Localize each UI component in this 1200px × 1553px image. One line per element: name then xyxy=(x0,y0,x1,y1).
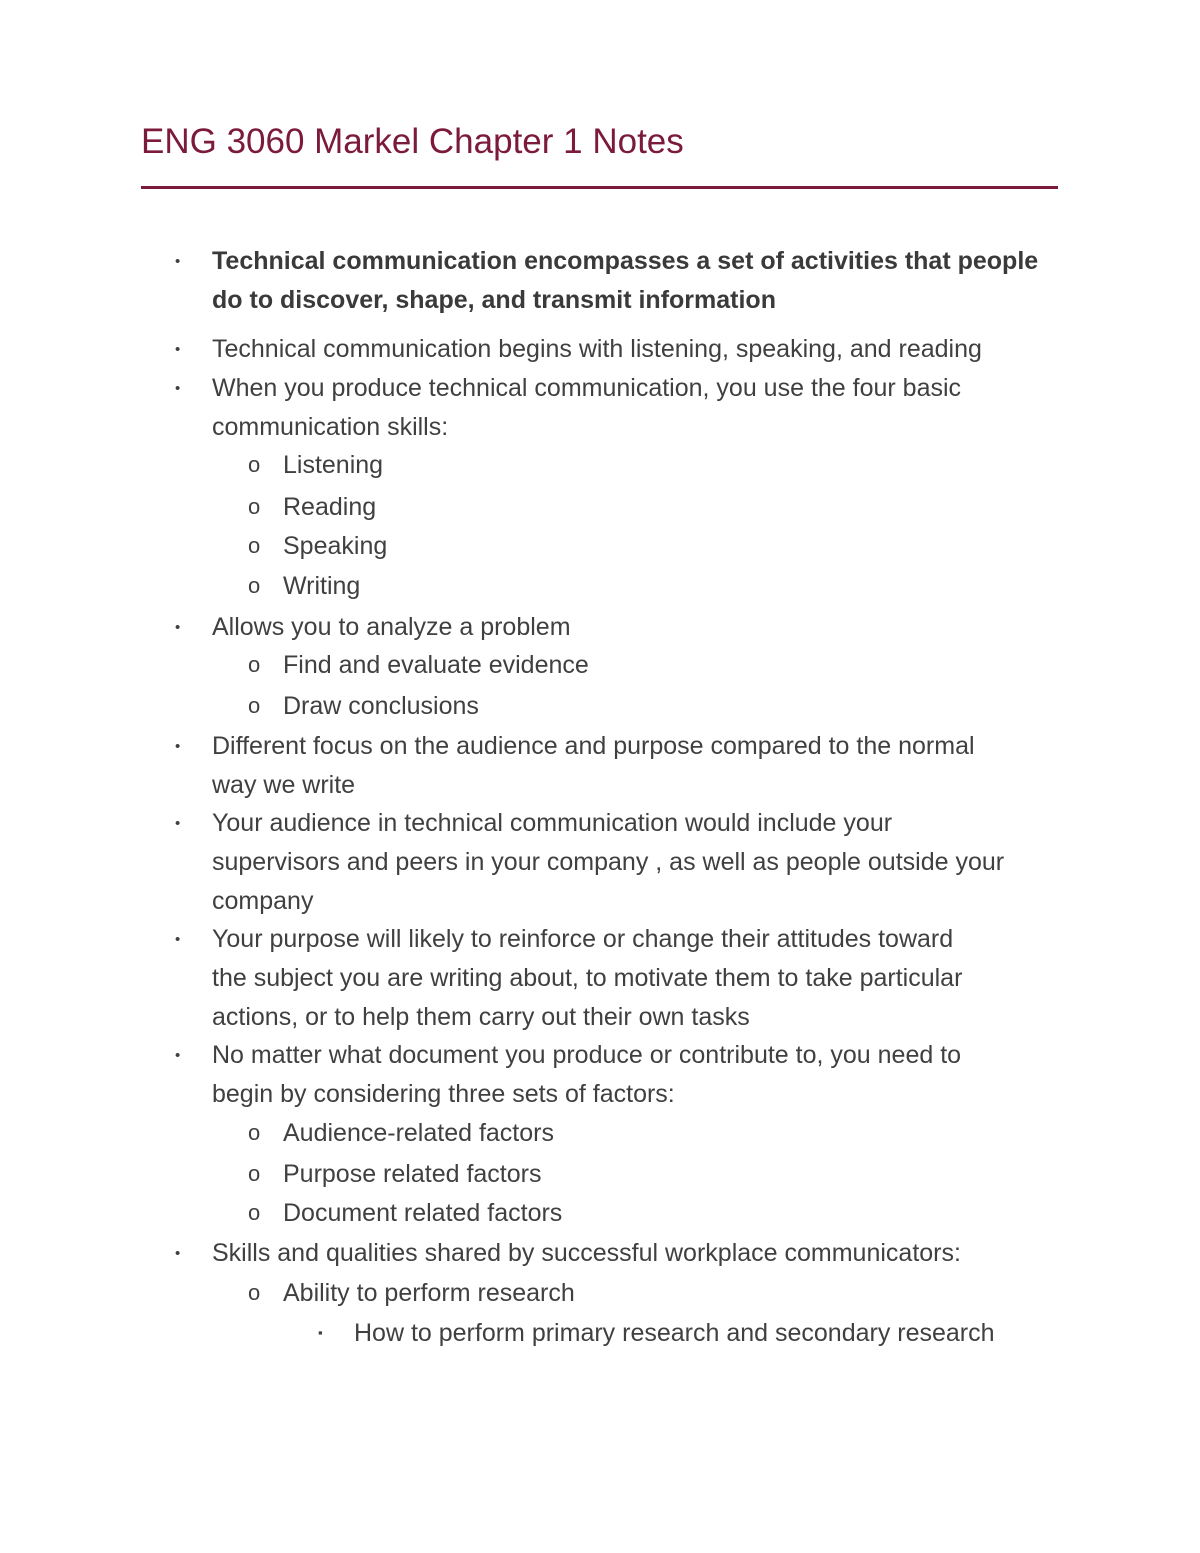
bullet-icon: • xyxy=(175,619,181,636)
list-item-line: Listening xyxy=(283,451,384,479)
circle-bullet-icon: o xyxy=(248,1120,261,1145)
square-bullet-icon: ▪ xyxy=(318,1325,323,1340)
list-item-line: Your purpose will likely to reinforce or change their attitudes toward xyxy=(212,925,954,953)
list-item-line: When you produce technical communication, you use the four basic xyxy=(212,374,962,402)
bullet-icon: • xyxy=(175,253,181,270)
list-item-line: supervisors and peers in your company , as well as people outside your xyxy=(212,848,1005,876)
list-item-line: Purpose related factors xyxy=(283,1160,542,1188)
list-item-line: Speaking xyxy=(283,532,388,560)
circle-bullet-icon: o xyxy=(248,693,261,718)
list-item-line: Allows you to analyze a problem xyxy=(212,613,571,641)
list-item-line: Different focus on the audience and purpose compared to the normal xyxy=(212,732,975,760)
list-item-line: No matter what document you produce or contribute to, you need to xyxy=(212,1041,962,1069)
bullet-icon: • xyxy=(175,931,181,948)
bullet-icon: • xyxy=(175,1245,181,1262)
list-item-line: actions, or to help them carry out their own tasks xyxy=(212,1003,750,1031)
list-item-line: Audience-related factors xyxy=(283,1119,554,1147)
bullet-icon: • xyxy=(175,815,181,832)
list-item-line: Document related factors xyxy=(283,1199,563,1227)
list-item-line: company xyxy=(212,887,314,915)
list-item-line: Technical communication encompasses a set of activities that people xyxy=(212,247,1039,275)
circle-bullet-icon: o xyxy=(248,533,261,558)
circle-bullet-icon: o xyxy=(248,1161,261,1186)
circle-bullet-icon: o xyxy=(248,452,261,477)
circle-bullet-icon: o xyxy=(248,573,261,598)
bullet-icon: • xyxy=(175,1047,181,1064)
list-item-line: communication skills: xyxy=(212,413,449,441)
list-item-line: Ability to perform research xyxy=(283,1279,575,1307)
list-item-line: Skills and qualities shared by successful workplace communicators: xyxy=(212,1239,961,1267)
list-item-line: Your audience in technical communication would include your xyxy=(212,809,893,837)
circle-bullet-icon: o xyxy=(248,652,261,677)
list-item-line: do to discover, shape, and transmit information xyxy=(212,286,776,314)
bullet-icon: • xyxy=(175,380,181,397)
list-item-line: How to perform primary research and secondary research xyxy=(354,1319,995,1347)
circle-bullet-icon: o xyxy=(248,494,261,519)
list-item-line: way we write xyxy=(212,771,356,799)
circle-bullet-icon: o xyxy=(248,1280,261,1305)
bullet-icon: • xyxy=(175,341,181,358)
list-item-line: begin by considering three sets of factors: xyxy=(212,1080,675,1108)
list-item-line: Technical communication begins with listening, speaking, and reading xyxy=(212,335,982,363)
bullet-icon: • xyxy=(175,738,181,755)
page-title: ENG 3060 Markel Chapter 1 Notes xyxy=(141,122,684,161)
title-divider xyxy=(141,186,1058,189)
list-item-line: Find and evaluate evidence xyxy=(283,651,589,679)
list-item-line: Writing xyxy=(283,572,361,600)
list-item-line: Reading xyxy=(283,493,377,521)
circle-bullet-icon: o xyxy=(248,1200,261,1225)
list-item-line: the subject you are writing about, to motivate them to take particular xyxy=(212,964,963,992)
list-item-line: Draw conclusions xyxy=(283,692,479,720)
